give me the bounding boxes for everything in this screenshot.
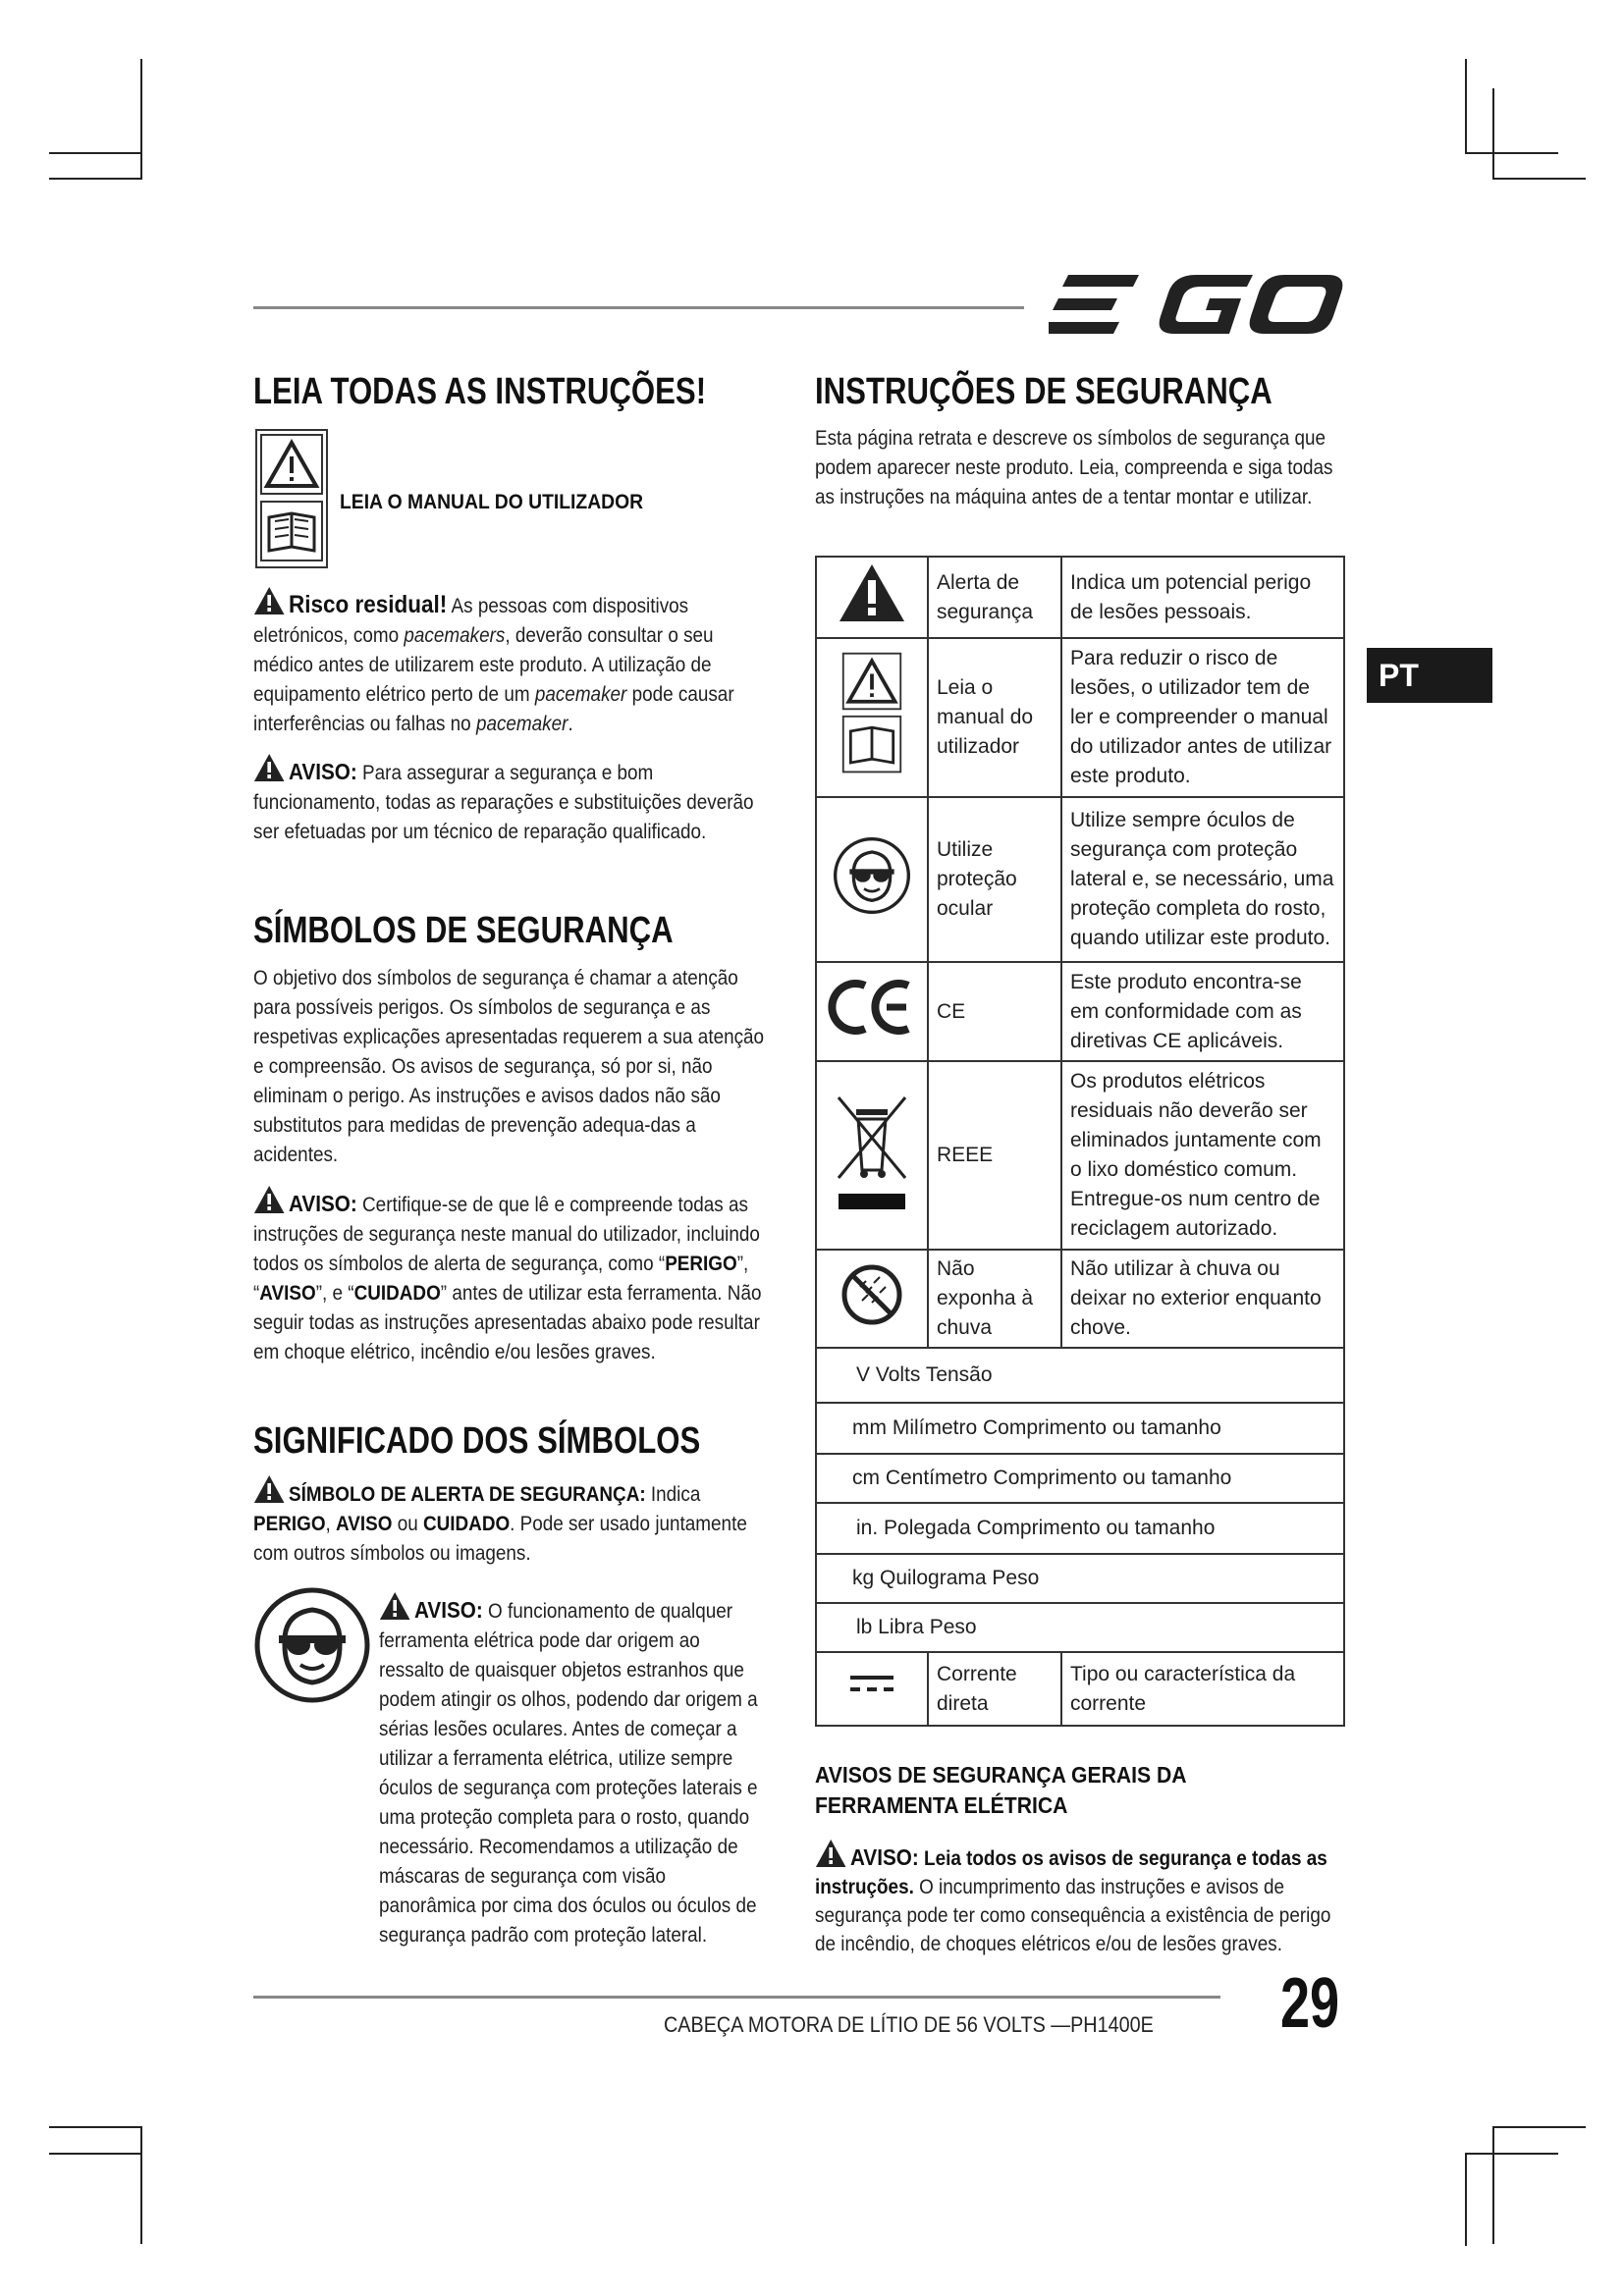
unit-row: V Volts Tensão: [816, 1348, 1344, 1403]
left-heading-safety-symbols: SÍMBOLOS DE SEGURANÇA: [253, 910, 674, 951]
direct-current-icon: [850, 1674, 893, 1695]
alert-bold: PERIGO: [253, 1513, 326, 1535]
warning-triangle-icon: [253, 1185, 285, 1214]
unit-row: lb Libra Peso: [816, 1603, 1344, 1652]
aviso-bold: CUIDADO: [353, 1282, 441, 1305]
crop-mark: [1492, 2126, 1494, 2244]
symbols-table: [815, 556, 1345, 1727]
table-row: [816, 1454, 1344, 1503]
symbol-desc: Para reduzir o risco de lesões, o utilizador tem de ler e compreender o manual do utilizador antes de utilizar este produto.: [1061, 638, 1344, 797]
aviso-text: Certifique-se de que lê e compreende todas as instruções de segurança neste manual do utilizador, incluindo todos os símbolos de alerta de segurança, como “: [253, 1194, 760, 1275]
ego-logo: [1049, 273, 1343, 341]
crop-mark: [1465, 2153, 1558, 2155]
symbol-name: Não exponha à chuva: [928, 1250, 1061, 1348]
warning-repairs-paragraph: [253, 753, 771, 847]
symbol-desc: Não utilizar à chuva ou deixar no exterior enquanto chove.: [1061, 1250, 1344, 1348]
symbol-desc: Este produto encontra-se em conformidade com as diretivas CE aplicáveis.: [1061, 962, 1344, 1061]
unit-row: cm Centímetro Comprimento ou tamanho: [816, 1454, 1344, 1503]
table-icon-cell: [816, 797, 928, 962]
read-manual-icon: [839, 649, 904, 778]
safety-instructions-intro: Esta página retrata e descreve os símbolos de segurança que podem aparecer neste produto. Leia, compreenda e siga todas as instruções na máquina antes de a tentar montar e utilizar.: [815, 427, 1333, 508]
crop-mark: [49, 2126, 142, 2128]
warning-triangle-icon: [379, 1591, 410, 1621]
aviso-lead: AVISO:: [289, 1191, 357, 1216]
alert-bold: CUIDADO: [422, 1513, 511, 1535]
residual-risk-paragraph: [253, 586, 771, 739]
aviso-text: ”, “: [253, 1253, 749, 1305]
left-heading-symbol-meaning: SIGNIFICADO DOS SÍMBOLOS: [253, 1420, 701, 1462]
table-icon-cell: [816, 638, 928, 797]
aviso-text: O incumprimento das instruções e avisos de segurança pode ter como consequência a existência de perigo de incêndio, de choques elétricos e/ou de lesões graves.: [815, 1876, 1331, 1955]
aviso-bold: PERIGO: [665, 1253, 737, 1275]
eye-protection-icon: [833, 836, 911, 915]
alert-text: . Pode ser usado juntamente com outros símbolos ou imagens.: [253, 1513, 747, 1565]
risk-text: , deverão consultar o seu médico antes de utilizarem este produto. A utilização de equipamento elétrico perto de um: [253, 624, 714, 706]
header-rule: [253, 306, 1024, 309]
table-row: [816, 1603, 1344, 1652]
symbol-desc: Utilize sempre óculos de segurança com proteção lateral e, se necessário, uma proteção completa do rosto, quando utilizar este produto.: [1061, 797, 1344, 962]
warning-triangle-icon: [253, 1474, 285, 1504]
crop-mark: [1465, 59, 1467, 152]
table-icon-cell: [816, 1250, 928, 1348]
table-row: [816, 1250, 1344, 1348]
aviso-bold: AVISO: [259, 1282, 316, 1305]
table-row: [816, 557, 1344, 638]
symbol-name: Corrente direta: [928, 1652, 1061, 1726]
aviso-text: ”, e “: [315, 1282, 354, 1305]
unit-row: in. Polegada Comprimento ou tamanho: [816, 1503, 1344, 1554]
symbol-desc: Tipo ou característica da corrente: [1061, 1652, 1344, 1726]
alert-text: ou: [392, 1513, 423, 1535]
risk-em: pacemaker: [534, 683, 627, 706]
risk-em: pacemakers: [404, 624, 506, 647]
warning-triangle-icon: [253, 753, 285, 782]
aviso-lead: AVISO:: [289, 759, 357, 784]
weee-bin-icon: [833, 1088, 911, 1215]
risk-text: As pessoas com dispositivos eletrónicos, como: [253, 595, 689, 647]
warning-triangle-icon: [815, 1839, 846, 1868]
alert-symbol-paragraph: [253, 1474, 771, 1569]
no-rain-icon: [840, 1263, 903, 1326]
read-manual-icon: [255, 429, 328, 568]
crop-mark: [49, 178, 142, 180]
crop-mark: [1492, 88, 1494, 179]
alert-text: ,: [325, 1513, 337, 1535]
footer-rule: [253, 1996, 1220, 1999]
aviso-text: Para assegurar a segurança e bom funcionamento, todas as reparações e substituições deverão ser efetuadas por um técnico de reparação qualificado.: [253, 762, 754, 843]
symbol-desc: Os produtos elétricos residuais não deverão ser eliminados juntamente com o lixo doméstico comum. Entregue-os num centro de reciclagem autorizado.: [1061, 1061, 1344, 1250]
warning-triangle-icon: [253, 586, 285, 615]
risk-em: pacemaker: [475, 713, 568, 735]
table-icon-cell: [816, 1652, 928, 1726]
warning-read-all-paragraph: [253, 1185, 771, 1367]
table-row: [816, 1652, 1344, 1726]
eye-protection-icon: [253, 1586, 371, 1709]
general-warning-paragraph: [815, 1839, 1336, 1958]
table-row: [816, 962, 1344, 1061]
table-icon-cell: [816, 962, 928, 1061]
unit-row: kg Quilograma Peso: [816, 1554, 1344, 1603]
crop-mark: [140, 59, 142, 179]
unit-row: mm Milímetro Comprimento ou tamanho: [816, 1403, 1344, 1454]
risk-text: pode causar interferências ou falhas no: [253, 683, 734, 735]
read-manual-label: LEIA O MANUAL DO UTILIZADOR: [340, 491, 644, 513]
table-row: [816, 1061, 1344, 1250]
symbol-name: CE: [928, 962, 1061, 1061]
symbol-desc: Indica um potencial perigo de lesões pessoais.: [1061, 557, 1344, 638]
symbol-name: Utilize proteção ocular: [928, 797, 1061, 962]
crop-mark: [140, 2126, 142, 2244]
table-row: [816, 1554, 1344, 1603]
table-row: [816, 1503, 1344, 1554]
aviso-lead: AVISO:: [414, 1597, 483, 1623]
crop-mark: [49, 2153, 142, 2155]
table-row: [816, 1403, 1344, 1454]
aviso-text: O funcionamento de qualquer ferramenta elétrica pode dar origem ao ressalto de quaisquer objetos estranhos que podem atingir os olhos, podendo dar origem a sérias lesões oculares. Antes de começar a utilizar a ferramenta elétrica, utilize sempre óculos de segurança com proteções laterais e uma proteção completa para o rosto, quando necessário. Recomendamos a utilização de máscaras de segurança com visão panorâmica por cima dos óculos ou óculos de segurança padrão com proteção lateral.: [379, 1600, 758, 1947]
table-icon-cell: [816, 557, 928, 638]
alert-bold: AVISO: [336, 1513, 393, 1535]
alert-lead: SÍMBOLO DE ALERTA DE SEGURANÇA:: [289, 1483, 646, 1506]
right-heading-safety-instructions: INSTRUÇÕES DE SEGURANÇA: [815, 371, 1272, 412]
general-warnings-heading: AVISOS DE SEGURANÇA GERAIS DA FERRAMENTA ELÉTRICA: [815, 1762, 1186, 1818]
table-row: [816, 638, 1344, 797]
symbol-name: Alerta de segurança: [928, 557, 1061, 638]
safety-symbols-paragraph: O objetivo dos símbolos de segurança é chamar a atenção para possíveis perigos. Os símbolos de segurança e as respetivas explicações apresentadas requerem a sua atenção e compreensão. Os avisos de segurança, só por si, não eliminam o perigo. As instruções e avisos dados não são substitutos para medidas de prevenção adequa-das a acidentes.: [253, 967, 765, 1166]
alert-text: Indica: [645, 1483, 701, 1506]
aviso-text: ” antes de utilizar esta ferramenta. Não seguir todas as instruções apresentadas abaixo pode resultar em choque elétrico, incêndio e/ou lesões graves.: [253, 1282, 762, 1363]
crop-mark: [1465, 2153, 1467, 2246]
risk-text: .: [568, 713, 573, 735]
page-number: 29: [1280, 1964, 1340, 2043]
aviso-bold: Leia todos os avisos de segurança e todas as instruções.: [815, 1847, 1327, 1898]
symbol-name: Leia o manual do utilizador: [928, 638, 1061, 797]
crop-mark: [1465, 152, 1558, 154]
crop-mark: [1492, 178, 1586, 180]
symbol-name: REEE: [928, 1061, 1061, 1250]
table-icon-cell: [816, 1061, 928, 1250]
language-tab: PT: [1367, 648, 1492, 703]
crop-mark: [49, 152, 142, 154]
warning-triangle-icon: [838, 562, 906, 623]
warning-eye-paragraph: [379, 1591, 768, 1950]
ce-mark-icon: [828, 978, 916, 1037]
left-heading-read-all: LEIA TODAS AS INSTRUÇÕES!: [253, 371, 707, 412]
aviso-lead: AVISO:: [850, 1844, 919, 1870]
crop-mark: [1492, 2126, 1586, 2128]
footer-text: CABEÇA MOTORA DE LÍTIO DE 56 VOLTS —PH1400E: [664, 2012, 1154, 2037]
table-row: [816, 797, 1344, 962]
table-row: [816, 1348, 1344, 1403]
risk-lead: Risco residual!: [289, 591, 448, 618]
